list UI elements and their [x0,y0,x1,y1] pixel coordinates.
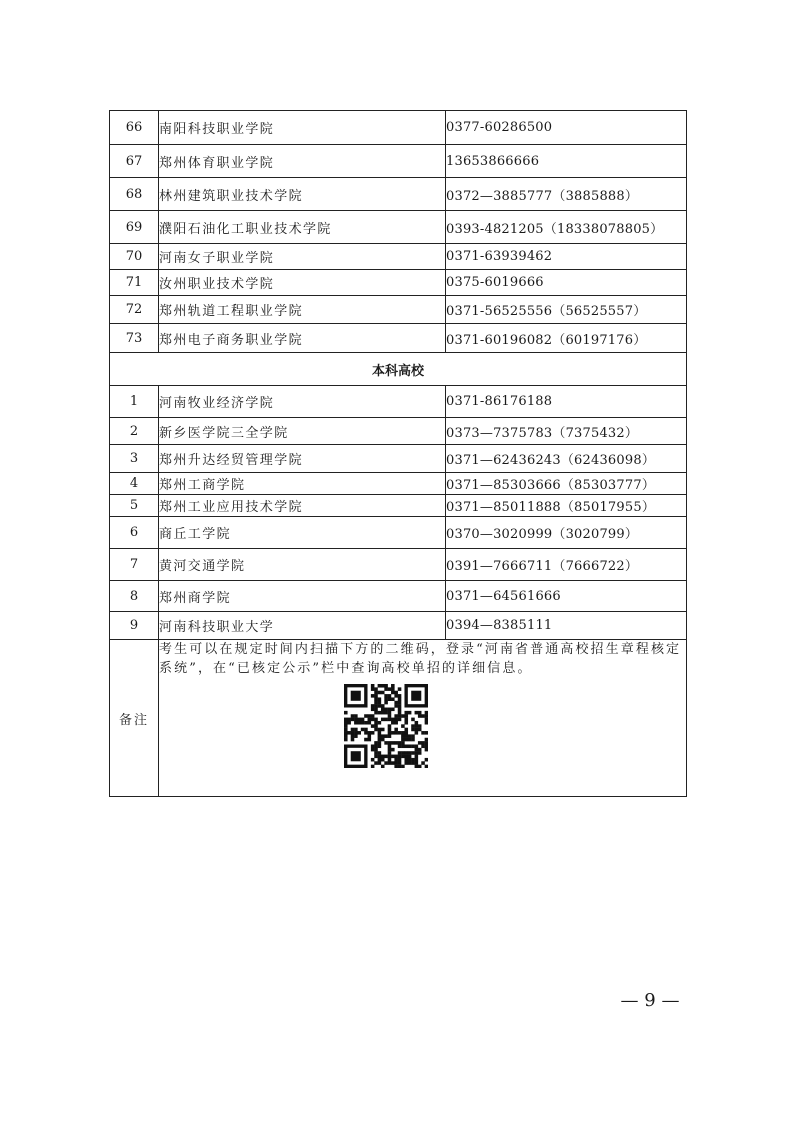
school-name: 黄河交通学院 [159,549,446,581]
school-name: 林州建筑职业技术学院 [159,178,446,211]
row-number: 73 [110,324,159,353]
school-name: 郑州电子商务职业学院 [159,324,446,353]
table-row [110,549,687,581]
row-number: 6 [110,517,159,549]
note-cell [159,640,687,797]
section-title: 本科高校 [110,353,687,386]
school-name: 商丘工学院 [159,517,446,549]
row-number: 8 [110,581,159,612]
note-section [110,640,687,797]
school-name: 新乡医学院三全学院 [159,418,446,445]
college-contact-table [109,110,687,797]
undergrad-header [110,353,687,386]
school-name: 河南科技职业大学 [159,612,446,640]
phone-number: 0372—3885777（3885888） [446,178,687,211]
school-name: 郑州轨道工程职业学院 [159,296,446,324]
table-row [110,211,687,244]
phone-number: 0393-4821205（18338078805） [446,211,687,244]
note-text: 考生可以在规定时间内扫描下方的二维码，登录“河南省普通高校招生章程核定系统”，在“已核定公示”栏中查询高校单招的详细信息。 [159,642,682,676]
row-number: 72 [110,296,159,324]
qr-code-icon[interactable] [344,684,428,768]
row-number: 9 [110,612,159,640]
row-number: 4 [110,473,159,495]
table-row [110,178,687,211]
phone-number: 13653866666 [446,145,687,178]
row-number: 70 [110,244,159,270]
table-row [110,612,687,640]
table-row [110,517,687,549]
vocational-section [110,111,687,353]
school-name: 濮阳石油化工职业技术学院 [159,211,446,244]
page-number: — 9 — [620,990,680,1011]
phone-number: 0371—62436243（62436098） [446,445,687,473]
table-row [110,445,687,473]
phone-number: 0371—85011888（85017955） [446,495,687,517]
phone-number: 0370—3020999（3020799） [446,517,687,549]
school-name: 郑州体育职业学院 [159,145,446,178]
table-row [110,581,687,612]
qr-code-graphic [344,684,428,768]
phone-number: 0371-56525556（56525557） [446,296,687,324]
phone-number: 0371-63939462 [446,244,687,270]
table-row [110,270,687,296]
phone-number: 0377-60286500 [446,111,687,145]
school-name: 郑州工商学院 [159,473,446,495]
row-number: 71 [110,270,159,296]
school-name: 郑州升达经贸管理学院 [159,445,446,473]
table-row [110,418,687,445]
school-name: 河南牧业经济学院 [159,386,446,418]
row-number: 1 [110,386,159,418]
table-row [110,324,687,353]
row-number: 2 [110,418,159,445]
row-number: 66 [110,111,159,145]
row-number: 5 [110,495,159,517]
undergrad-section [110,386,687,640]
note-label: 备注 [110,640,159,797]
table-row [110,244,687,270]
phone-number: 0373—7375783（7375432） [446,418,687,445]
row-number: 3 [110,445,159,473]
school-name: 郑州商学院 [159,581,446,612]
table-row [110,111,687,145]
table-row [110,495,687,517]
row-number: 68 [110,178,159,211]
table-row [110,473,687,495]
table-row [110,296,687,324]
row-number: 69 [110,211,159,244]
school-name: 南阳科技职业学院 [159,111,446,145]
phone-number: 0375-6019666 [446,270,687,296]
phone-number: 0391—7666711（7666722） [446,549,687,581]
table-row [110,145,687,178]
phone-number: 0394—8385111 [446,612,687,640]
phone-number: 0371-86176188 [446,386,687,418]
phone-number: 0371-60196082（60197176） [446,324,687,353]
phone-number: 0371—85303666（85303777） [446,473,687,495]
table-row [110,386,687,418]
row-number: 7 [110,549,159,581]
row-number: 67 [110,145,159,178]
school-name: 汝州职业技术学院 [159,270,446,296]
school-name: 郑州工业应用技术学院 [159,495,446,517]
school-name: 河南女子职业学院 [159,244,446,270]
phone-number: 0371—64561666 [446,581,687,612]
